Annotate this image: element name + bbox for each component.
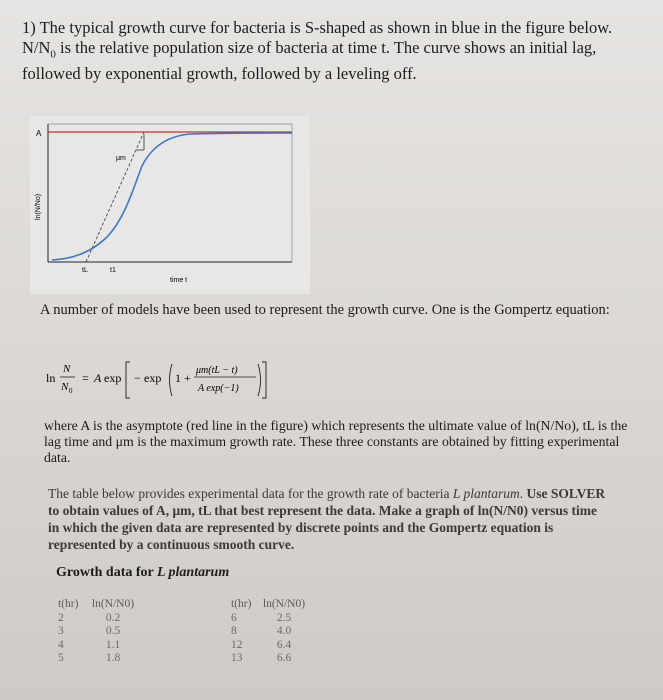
- cell-ln: 6.4: [276, 638, 292, 651]
- eq-exp2: exp: [144, 371, 162, 385]
- table-row: [58, 612, 138, 626]
- cell-time: 4: [58, 638, 64, 651]
- table-heading-prefix: Growth data for: [56, 565, 157, 580]
- eq-paren-right: [258, 364, 261, 396]
- figure-background: [30, 116, 310, 294]
- eq-A: A: [94, 371, 102, 385]
- y-axis-label: ln(N/No): [35, 193, 42, 220]
- problem-intro-sub: 0: [50, 48, 56, 61]
- cell-ln: 1.8: [105, 652, 121, 664]
- growth-curve-figure: [30, 116, 310, 294]
- cell-ln: 0.5: [105, 625, 121, 637]
- eq-equals: =: [82, 371, 89, 385]
- eq-bracket-left: [126, 362, 130, 398]
- cell-time: 13: [231, 652, 243, 664]
- table-heading: [56, 565, 229, 581]
- col-header-ln: ln(N/N0): [91, 598, 135, 610]
- task-species: L plantarum: [452, 486, 520, 501]
- table-row: [231, 612, 309, 626]
- eq-lhs-den-sub: 0: [69, 387, 73, 395]
- eq-lhs-numerator: N: [63, 363, 71, 375]
- slope-label: μm: [116, 155, 126, 162]
- gompertz-equation: [44, 354, 284, 404]
- problem-number: 1): [22, 18, 36, 37]
- lag-time-label: tL: [82, 267, 88, 274]
- eq-minus: −: [134, 371, 141, 385]
- eq-denominator: A exp(−1): [198, 383, 239, 394]
- task-line2: Use SOLVER to obtain values of A, μm, tL that best represent the data. Make a graph of ln(N/N0) versus time in which the given data are represented by discrete points and the Gompertz equation is represented by a continuous smooth curve.: [48, 486, 606, 552]
- models-intro: A number of models have been used to represent the growth curve. One is the Gompertz equation:: [40, 302, 610, 318]
- problem-intro-part2: is the relative population size of bacteria at time t. The curve shows an initial lag, followed by exponential growth, followed by a leveling off.: [22, 38, 597, 84]
- task-statement: The table below provides experimental data for the growth rate of bacteria L plantarum. Use SOLVER to obtain values of A, μm, tL that best represent the data. Make a graph of ln(N/N0) versus time in which the given data are represented by discrete points and the Gompertz equation is represented by a continuous smooth curve.: [48, 486, 606, 552]
- problem-statement: [22, 18, 644, 84]
- table-row: [231, 652, 309, 666]
- cell-ln: 0.2: [105, 611, 121, 624]
- t1-label: t1: [110, 267, 116, 274]
- table-row: [231, 639, 309, 653]
- cell-ln: 6.6: [276, 652, 292, 664]
- cell-time: 8: [231, 625, 237, 637]
- explanation: where A is the asymptote (red line in the figure) which represents the ultimate value of ln(N/No), tL is the lag time and μm is the maximum growth rate. These three constants are obtained by fitting experimental data.: [44, 418, 628, 465]
- eq-numerator: μm(tL − t): [196, 365, 238, 376]
- asymptote-label: A: [36, 129, 42, 138]
- cell-time: 5: [58, 652, 64, 664]
- cell-ln: 4.0: [276, 625, 292, 637]
- eq-one-plus: 1 +: [175, 371, 191, 385]
- data-table-right: [231, 598, 309, 666]
- cell-time: 2: [58, 611, 64, 624]
- eq-exp1: exp: [104, 371, 122, 385]
- eq-bracket-right: [262, 362, 266, 398]
- col-header-time: t(hr): [231, 598, 252, 610]
- table-row: [231, 625, 309, 639]
- x-axis-label: time t: [170, 277, 188, 284]
- data-table-left: [58, 598, 138, 666]
- task-line1: The table below provides experimental data for the growth rate of bacteria: [48, 486, 453, 501]
- table-row: [58, 639, 138, 653]
- eq-ln: ln: [46, 371, 56, 385]
- cell-ln: 1.1: [105, 638, 121, 651]
- eq-paren-left: [170, 364, 173, 396]
- col-header-ln: ln(N/N0): [262, 598, 306, 610]
- col-header-time: t(hr): [58, 598, 79, 610]
- table-header-row: [58, 598, 138, 612]
- table-heading-species: L plantarum: [156, 565, 230, 580]
- cell-time: 3: [58, 625, 64, 637]
- table-row: [58, 652, 138, 666]
- cell-time: 12: [231, 638, 243, 651]
- cell-time: 6: [231, 611, 237, 624]
- cell-ln: 2.5: [276, 611, 292, 624]
- eq-lhs-denominator: N: [61, 381, 69, 393]
- problem-intro-part1: The typical growth curve for bacteria is S-shaped as shown in blue in the figure below. N/N: [22, 18, 613, 57]
- table-row: [58, 625, 138, 639]
- table-header-row: [231, 598, 309, 612]
